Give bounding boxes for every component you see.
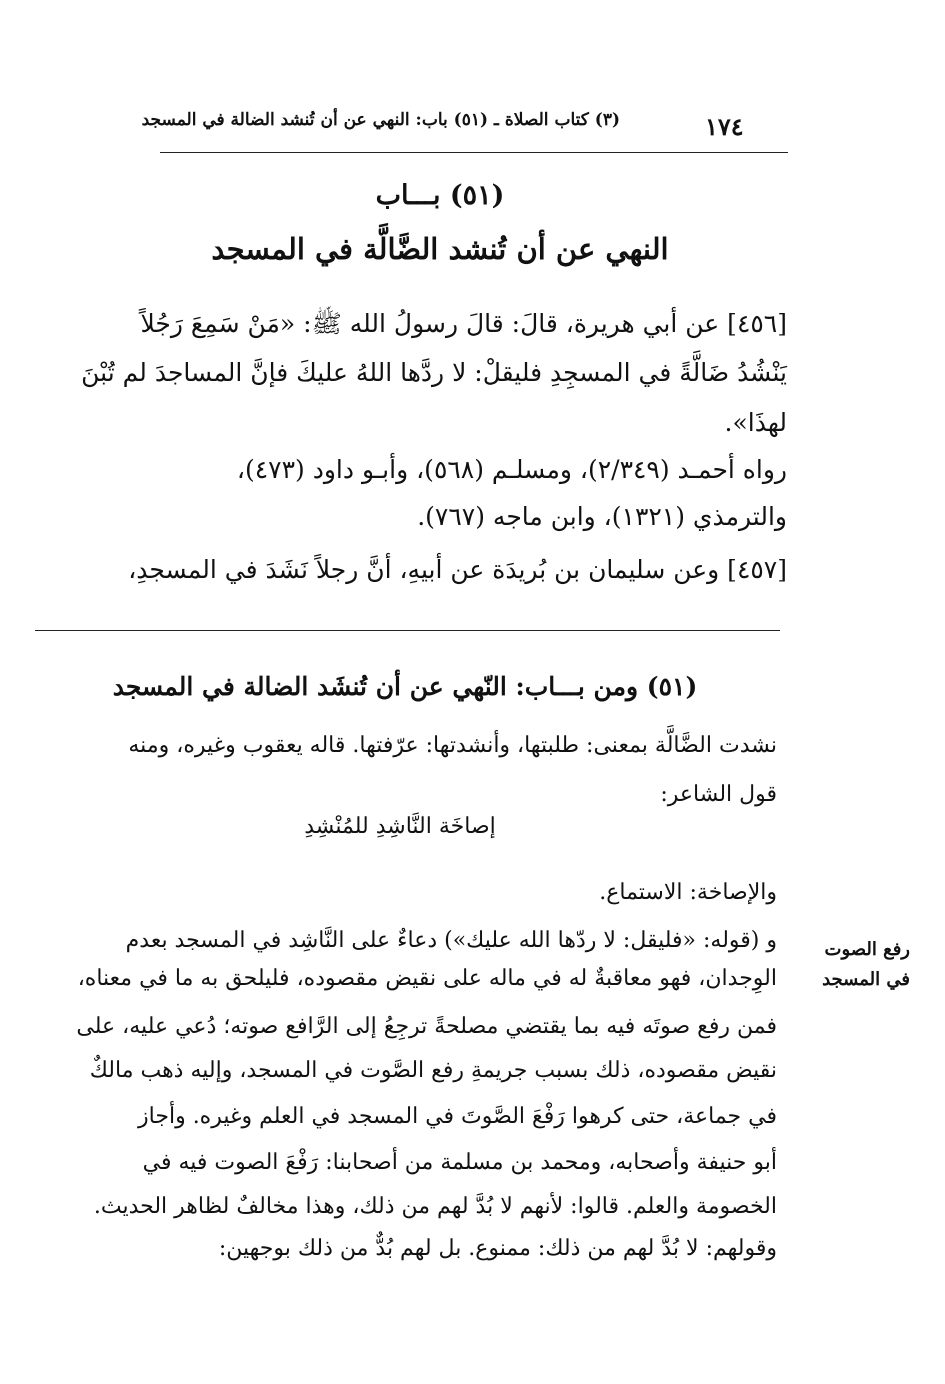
section-divider xyxy=(35,630,780,631)
commentary-line: وقولهم: لا بُدَّ لهم من ذلك: ممنوع. بل لهم بُدٌّ من ذلك بوجهين: xyxy=(218,1236,777,1261)
hadith-line: لهذَا». xyxy=(724,408,787,437)
commentary-line: أبو حنيفة وأصحابه، ومحمد بن مسلمة من أصحابنا: رَفْعَ الصوت فيه في xyxy=(142,1150,777,1175)
hadith-line: [٤٥٧] وعن سليمان بن بُريدَة عن أبيهِ، أنَّ رجلاً نَشَدَ في المسجدِ، xyxy=(128,555,787,584)
commentary-line: الخصومة والعلم. قالوا: لأنهم لا بُدَّ لهم من ذلك، وهذا مخالفٌ لظاهر الحديث. xyxy=(93,1194,777,1219)
commentary-line: نشدت الضَّالَّة بمعنى: طلبتها، وأنشدتها: عرّفتها. قاله يعقوب وغيره، ومنه xyxy=(128,733,777,758)
commentary-line: نقيض مقصوده، ذلك بسبب جريمةِ رفع الصَّوت في المسجد، وإليه ذهب مالكٌ xyxy=(89,1058,777,1083)
chapter-title: النهي عن أن تُنشد الضَّالَّة في المسجد xyxy=(211,232,669,266)
verse: إصاخَة النَّاشِدِ للمُنْشِدِ xyxy=(304,814,496,839)
commentary-line: في جماعة، حتى كرهوا رَفْعَ الصَّوتَ في المسجد في العلم وغيره. وأجاز xyxy=(138,1104,777,1129)
hadith-line: يَنْشُدُ ضَالَّةً في المسجِدِ فليقلْ: لا ردَّها اللهُ عليكَ فإنَّ المساجدَ لم تُبْنَ xyxy=(81,358,787,387)
hadith-line: رواه أحمـد (٢/٣٤٩)، ومسلـم (٥٦٨)، وأبـو داود (٤٧٣)، xyxy=(236,455,787,484)
page-number: ١٧٤ xyxy=(705,112,744,141)
running-header: (٣) كتاب الصلاة ـ (٥١) باب: النهي عن أن تُنشد الضالة في المسجد xyxy=(141,110,620,130)
commentary-line: قول الشاعر: xyxy=(660,782,777,807)
commentary-line: الوِجدان، فهو معاقبةٌ له في ماله على نقيض مقصوده، فليلحق به ما في معناه، xyxy=(77,966,777,991)
commentary-line: والإصاخة: الاستماع. xyxy=(599,880,777,905)
chapter-number: (٥١) بـــاب xyxy=(375,180,505,211)
commentary-line: و (قوله: «فليقل: لا ردّها الله عليك») دعاءٌ على النَّاشِد في المسجد بعدم xyxy=(125,928,777,953)
header-rule xyxy=(160,152,788,153)
hadith-line: والترمذي (١٣٢١)، وابن ماجه (٧٦٧). xyxy=(417,502,787,531)
commentary-section-title: (٥١) ومن بـــاب: النّهي عن أن تُنشَد الضالة في المسجد xyxy=(112,672,698,701)
hadith-line: [٤٥٦] عن أبي هريرة، قالَ: قالَ رسولُ الله ﷺ: «مَنْ سَمِعَ رَجُلاً xyxy=(140,309,787,338)
margin-note: رفع الصوت في المسجد xyxy=(822,939,910,990)
commentary-line: فمن رفع صوتَه فيه بما يقتضي مصلحةً ترجِعُ إلى الرَّافع صوته؛ دُعي عليه، على xyxy=(76,1014,777,1039)
